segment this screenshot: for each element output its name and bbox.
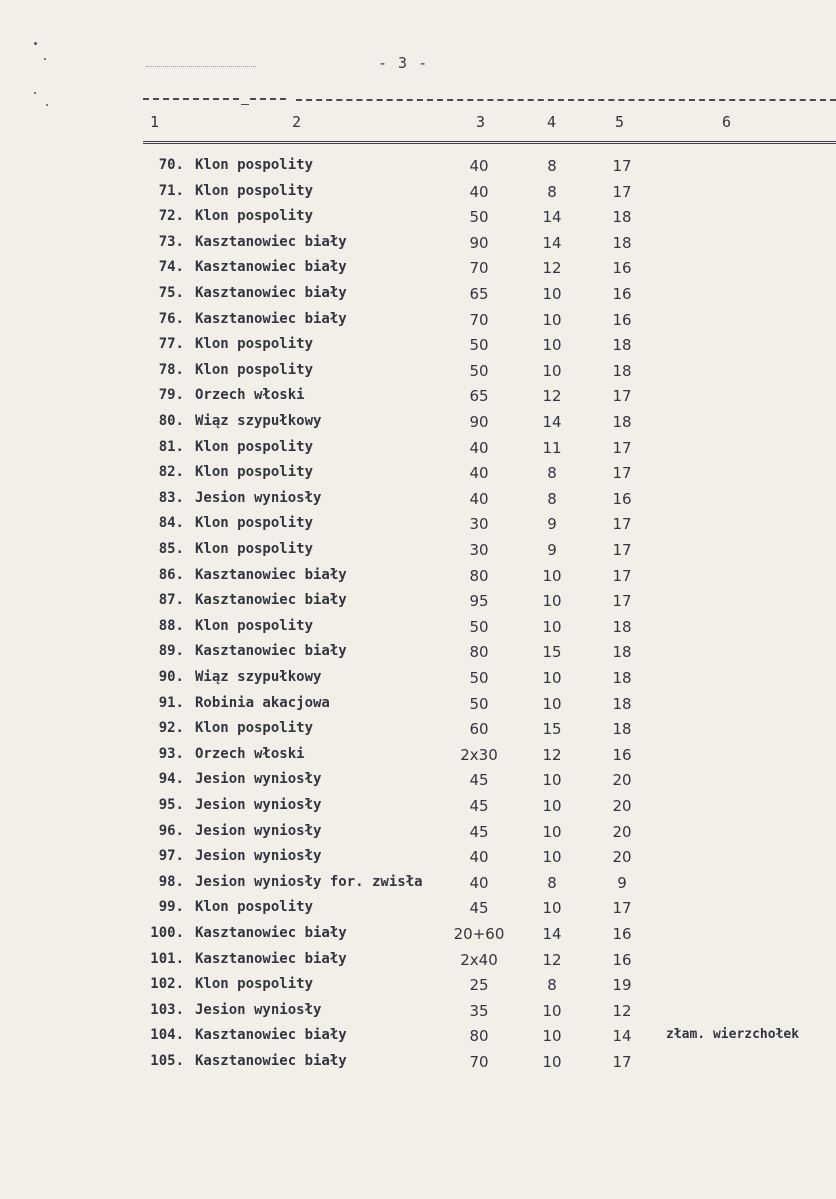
cell-col-4: 10 [542,1027,562,1046]
cell-col-4: 10 [542,310,562,329]
cell-col-4: 8 [547,157,557,175]
cell-col-3: 70 [469,1053,489,1071]
cell-col-3: 50 [469,694,489,713]
tree-species: Jesion wyniosły [195,771,322,788]
table-row [0,208,836,233]
cell-col-4: 9 [547,541,557,559]
margin-dot [46,104,48,106]
cell-col-4: 14 [542,413,562,431]
cell-col-5: 16 [612,489,632,508]
tree-species: Klon pospolity [195,336,314,353]
row-number: 105. [150,1053,184,1069]
table-row [0,746,836,771]
cell-col-5: 17 [612,438,632,457]
tree-species: Klon pospolity [195,208,314,225]
tree-species: Orzech włoski [195,745,305,762]
cell-col-5: 16 [612,950,632,969]
tree-species: Jesion wyniosły for. zwisła [195,873,423,890]
cell-col-3: 35 [469,1001,489,1020]
column-header-4: 4 [547,113,557,131]
cell-col-4: 14 [542,233,562,252]
tree-species: Kasztanowiec biały [195,643,347,660]
tree-species: Jesion wyniosły [195,797,322,813]
cell-col-5: 17 [612,566,632,585]
cell-col-4: 10 [542,566,562,585]
cell-col-3: 40 [469,873,489,892]
cell-col-4: 14 [542,208,562,227]
cell-col-3: 50 [469,669,489,687]
cell-col-5: 18 [612,361,632,380]
cell-col-4: 8 [547,489,557,508]
cell-col-5: 17 [612,592,632,611]
cell-col-4: 15 [542,643,562,662]
table-row [0,541,836,566]
row-number: 74. [158,259,184,276]
cell-col-3: 80 [469,1027,489,1046]
cell-col-5: 20 [612,797,632,815]
tick-mark [241,104,249,105]
cell-col-3: 40 [469,489,489,508]
cell-col-4: 10 [542,899,562,918]
cell-col-5: 18 [612,694,632,713]
row-number: 90. [158,669,184,685]
cell-col-3: 2x40 [460,950,498,969]
margin-dot [34,42,37,45]
cell-col-4: 10 [542,771,562,790]
table-row [0,1002,836,1027]
cell-col-3: 40 [469,848,489,867]
table-row [0,362,836,387]
column-header-2: 2 [292,113,302,131]
tree-species: Klon pospolity [195,464,314,481]
cell-col-5: 16 [612,310,632,329]
table-row [0,592,836,617]
cell-col-4: 10 [542,822,562,841]
tree-species: Jesion wyniosły [195,848,322,865]
cell-col-4: 10 [542,285,562,303]
table-row [0,976,836,1001]
tree-species: Klon pospolity [195,899,314,916]
row-number: 99. [158,899,184,916]
row-number: 102. [150,976,184,993]
margin-dot [44,58,46,60]
tree-species: Kasztanowiec biały [195,259,347,276]
tree-species: Kasztanowiec biały [195,925,347,941]
row-number: 95. [158,797,184,813]
row-number: 100. [150,925,184,941]
table-row [0,285,836,310]
cell-col-3: 25 [469,976,489,995]
tree-species: Kasztanowiec biały [195,285,347,301]
cell-col-3: 50 [469,361,489,380]
cell-col-4: 12 [542,259,562,278]
row-number: 85. [158,541,184,557]
tree-species: Jesion wyniosły [195,822,322,839]
row-number: 82. [158,464,184,481]
table-row [0,1027,836,1052]
table-row [0,567,836,592]
row-number: 75. [158,285,184,301]
tree-species: Klon pospolity [195,438,314,455]
cell-col-3: 45 [469,899,489,918]
cell-col-3: 40 [469,157,489,175]
row-number: 77. [158,336,184,353]
tree-species: Kasztanowiec biały [195,566,347,583]
row-number: 86. [158,566,184,583]
tree-species: Klon pospolity [195,720,314,737]
table-row [0,951,836,976]
cell-col-3: 65 [469,285,489,303]
table-row [0,234,836,259]
table-row [0,515,836,540]
cell-col-5: 16 [612,259,632,278]
row-number: 80. [158,413,184,429]
table-row [0,643,836,668]
tree-species: Kasztanowiec biały [195,233,347,250]
table-row [0,618,836,643]
tree-species: Klon pospolity [195,182,314,199]
cell-col-5: 9 [617,873,627,892]
row-number: 72. [158,208,184,225]
cell-col-5: 20 [612,771,632,790]
row-number: 104. [150,1027,184,1044]
cell-col-5: 20 [612,848,632,867]
cell-col-4: 12 [542,387,562,406]
row-number: 96. [158,822,184,839]
row-number: 101. [150,950,184,967]
row-number: 92. [158,720,184,737]
header-rule [143,141,836,144]
cell-col-3: 45 [469,771,489,790]
table-row [0,413,836,438]
table-row [0,490,836,515]
top-rule [296,99,836,101]
cell-col-5: 12 [612,1001,632,1020]
table-row [0,439,836,464]
cell-col-3: 90 [469,413,489,431]
tree-species: Kasztanowiec biały [195,592,347,609]
row-number: 97. [158,848,184,865]
row-number: 98. [158,873,184,890]
column-header-5: 5 [615,113,625,131]
dotted-mark [146,66,256,67]
top-rule [143,98,239,100]
cell-col-4: 9 [547,515,557,534]
cell-col-6: złam. wierzchołek [666,1027,800,1043]
top-rule [250,98,286,100]
tree-species: Jesion wyniosły [195,1001,322,1018]
table-row [0,797,836,822]
cell-col-5: 18 [612,617,632,636]
cell-col-3: 30 [469,541,489,559]
cell-col-5: 17 [612,541,632,559]
row-number: 88. [158,617,184,634]
row-number: 71. [158,182,184,199]
tree-species: Robinia akacjowa [195,694,330,711]
cell-col-5: 18 [612,336,632,355]
cell-col-3: 2x30 [460,745,498,764]
tree-species: Klon pospolity [195,617,314,634]
cell-col-5: 14 [612,1027,632,1046]
column-header-3: 3 [476,113,486,131]
row-number: 91. [158,694,184,711]
table-row [0,874,836,899]
cell-col-3: 70 [469,310,489,329]
row-number: 83. [158,489,184,506]
table-row [0,771,836,796]
cell-col-5: 20 [612,822,632,841]
cell-col-3: 70 [469,259,489,278]
tree-species: Kasztanowiec biały [195,950,347,967]
cell-col-5: 18 [612,208,632,227]
cell-col-5: 16 [612,745,632,764]
table-row [0,1053,836,1078]
row-number: 89. [158,643,184,660]
cell-col-4: 14 [542,925,562,943]
tree-species: Kasztanowiec biały [195,310,347,327]
cell-col-5: 16 [612,925,632,943]
tree-species: Kasztanowiec biały [195,1027,347,1044]
row-number: 94. [158,771,184,788]
cell-col-5: 16 [612,285,632,303]
row-number: 78. [158,361,184,378]
table-row [0,899,836,924]
table-row [0,311,836,336]
cell-col-3: 45 [469,822,489,841]
table-row [0,183,836,208]
cell-col-5: 17 [612,1053,632,1071]
tree-species: Orzech włoski [195,387,305,404]
cell-col-3: 50 [469,208,489,227]
cell-col-4: 8 [547,873,557,892]
cell-col-5: 17 [612,464,632,483]
row-number: 103. [150,1001,184,1018]
cell-col-3: 80 [469,566,489,585]
table-row [0,925,836,950]
cell-col-4: 10 [542,848,562,867]
page-number: - 3 - [378,54,429,72]
cell-col-5: 19 [612,976,632,995]
tree-species: Jesion wyniosły [195,489,322,506]
cell-col-4: 8 [547,182,557,201]
cell-col-3: 40 [469,464,489,483]
cell-col-5: 17 [612,899,632,918]
cell-col-4: 10 [542,1053,562,1071]
cell-col-4: 8 [547,976,557,995]
cell-col-5: 17 [612,387,632,406]
cell-col-4: 10 [542,1001,562,1020]
table-row [0,464,836,489]
cell-col-3: 40 [469,182,489,201]
cell-col-3: 65 [469,387,489,406]
cell-col-4: 10 [542,592,562,611]
column-header-6: 6 [722,113,732,131]
tree-species: Klon pospolity [195,361,314,378]
row-number: 84. [158,515,184,532]
cell-col-5: 17 [612,182,632,201]
cell-col-5: 18 [612,413,632,431]
row-number: 76. [158,310,184,327]
tree-species: Wiąz szypułkowy [195,669,322,685]
cell-col-4: 10 [542,336,562,355]
table-row [0,259,836,284]
cell-col-5: 18 [612,233,632,252]
table-row [0,387,836,412]
table-row [0,669,836,694]
cell-col-4: 12 [542,950,562,969]
table-row [0,695,836,720]
row-number: 70. [158,157,184,173]
cell-col-5: 18 [612,669,632,687]
cell-col-5: 18 [612,720,632,739]
cell-col-3: 20+60 [453,925,505,943]
cell-col-4: 15 [542,720,562,739]
cell-col-5: 18 [612,643,632,662]
cell-col-3: 60 [469,720,489,739]
tree-species: Klon pospolity [195,976,314,993]
cell-col-3: 30 [469,515,489,534]
cell-col-3: 50 [469,617,489,636]
row-number: 79. [158,387,184,404]
cell-col-5: 17 [612,515,632,534]
cell-col-4: 11 [542,438,562,457]
tree-species: Klon pospolity [195,157,314,173]
tree-species: Klon pospolity [195,541,314,557]
table-row [0,336,836,361]
table-row [0,848,836,873]
cell-col-3: 50 [469,336,489,355]
cell-col-4: 10 [542,669,562,687]
cell-col-3: 40 [469,438,489,457]
cell-col-4: 10 [542,617,562,636]
tree-species: Kasztanowiec biały [195,1053,347,1069]
tree-species: Wiąz szypułkowy [195,413,322,429]
margin-dot [34,92,36,94]
cell-col-3: 45 [469,797,489,815]
row-number: 93. [158,745,184,762]
column-header-1: 1 [150,113,160,131]
cell-col-5: 17 [612,157,632,175]
cell-col-4: 8 [547,464,557,483]
tree-species: Klon pospolity [195,515,314,532]
cell-col-4: 12 [542,745,562,764]
cell-col-3: 95 [469,592,489,611]
row-number: 87. [158,592,184,609]
table-row [0,720,836,745]
cell-col-4: 10 [542,797,562,815]
table-row [0,823,836,848]
row-number: 81. [158,438,184,455]
cell-col-3: 80 [469,643,489,662]
row-number: 73. [158,233,184,250]
cell-col-4: 10 [542,361,562,380]
cell-col-3: 90 [469,233,489,252]
table-row [0,157,836,182]
cell-col-4: 10 [542,694,562,713]
